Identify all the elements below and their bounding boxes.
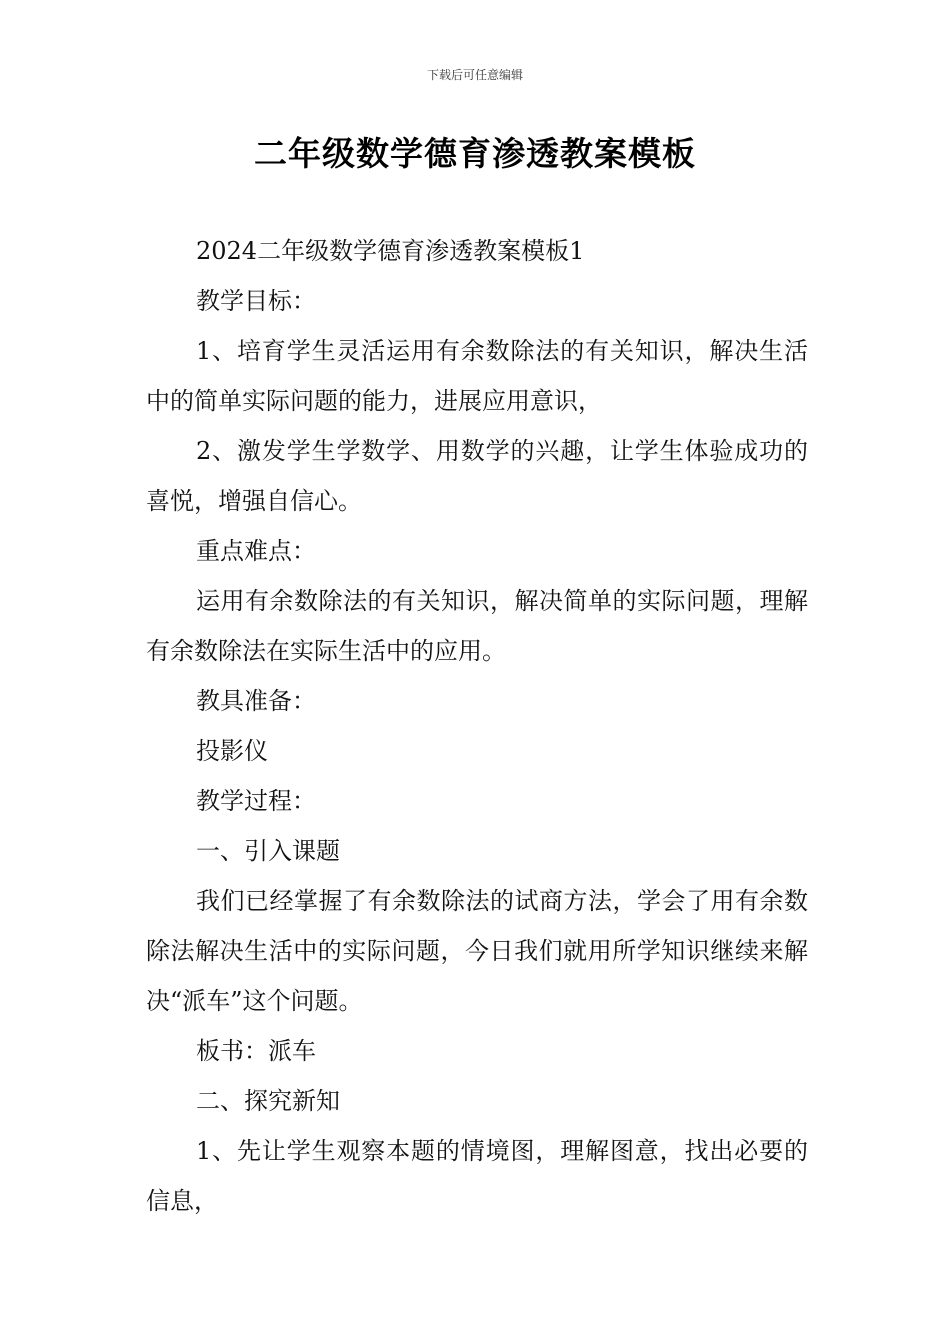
paragraph-section-1: 一、引入课题 bbox=[196, 837, 340, 865]
header-note: 下载后可任意编辑 bbox=[426, 68, 523, 82]
paragraph-step-1: 1、先让学生观察本题的情境图，理解图意，找出必要的信息， bbox=[146, 1137, 808, 1215]
paragraph-materials: 投影仪 bbox=[196, 737, 268, 765]
paragraph-heading-process: 教学过程： bbox=[196, 787, 316, 815]
document-body bbox=[146, 226, 808, 1226]
paragraph-heading-materials: 教具准备： bbox=[196, 687, 316, 715]
paragraph-intro: 我们已经掌握了有余数除法的试商方法，学会了用有余数除法解决生活中的实际问题，今日我们就用所学知识继续来解决“派车”这个问题。 bbox=[146, 887, 808, 1015]
paragraph-section-2: 二、探究新知 bbox=[196, 1087, 340, 1115]
document-title: 二年级数学德育渗透教案模板 bbox=[254, 134, 696, 173]
paragraph-heading-objectives: 教学目标： bbox=[196, 287, 316, 315]
paragraph-board: 板书：派车 bbox=[196, 1037, 316, 1065]
paragraph-objective-2: 2、激发学生学数学、用数学的兴趣，让学生体验成功的喜悦，增强自信心。 bbox=[146, 437, 808, 515]
paragraph-key-points: 运用有余数除法的有关知识，解决简单的实际问题，理解有余数除法在实际生活中的应用。 bbox=[146, 587, 808, 665]
paragraph-heading-key-points: 重点难点： bbox=[196, 537, 316, 565]
paragraph-objective-1: 1、培育学生灵活运用有余数除法的有关知识，解决生活中的简单实际问题的能力，进展应用意识， bbox=[146, 337, 808, 415]
paragraph-subtitle: 2024二年级数学德育渗透教案模板1 bbox=[196, 237, 585, 265]
